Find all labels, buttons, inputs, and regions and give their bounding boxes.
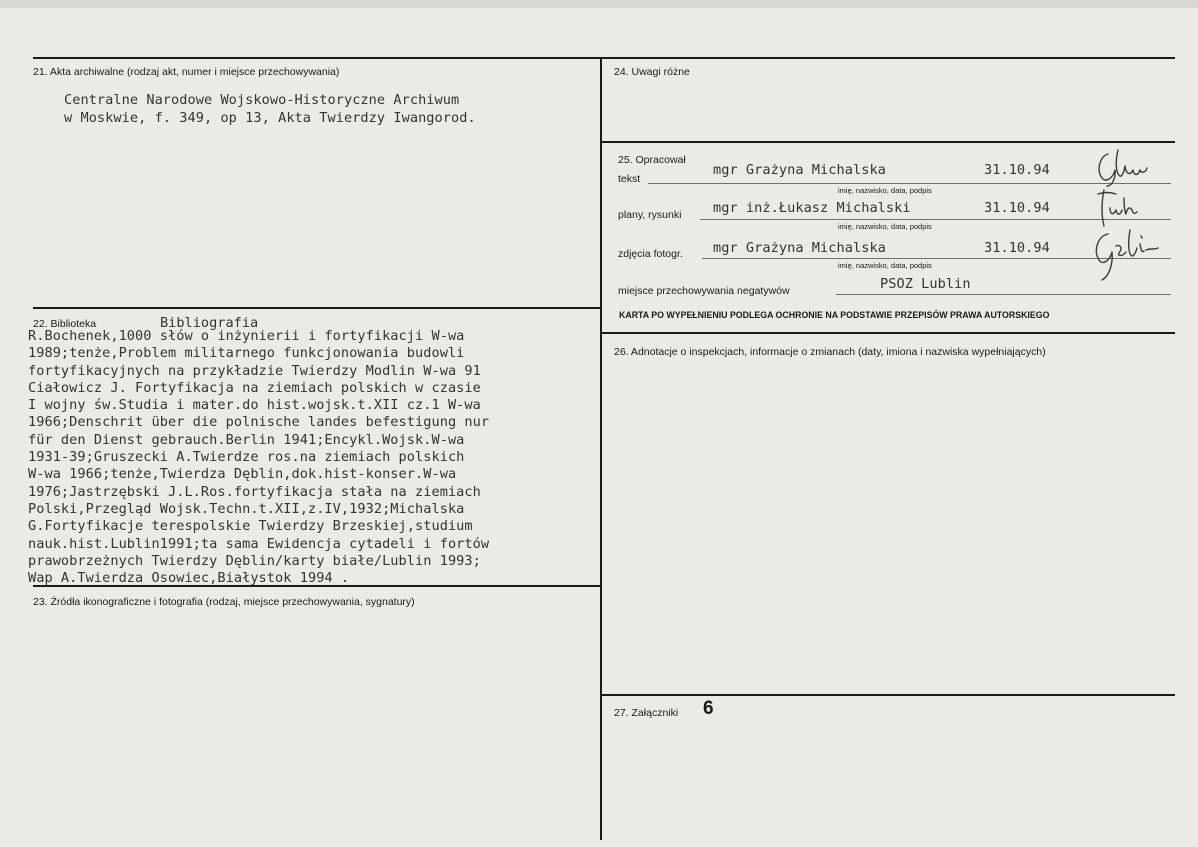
bibliography-line: G.Fortyfikacje terespolskie Twierdzy Brzeskiej,studium bbox=[28, 518, 473, 535]
field-27-label: 27. Załączniki bbox=[614, 707, 679, 719]
bibliography-line: 1931-39;Gruszecki A.Twierdze ros.na ziemiach polskich bbox=[28, 449, 465, 466]
bibliography-line: 1989;tenże,Problem militarnego funkcjonowania budowli bbox=[28, 345, 465, 362]
separator-26-27 bbox=[601, 694, 1175, 696]
bibliography-line: 1976;Jastrzębski J.L.Ros.fortyfikacja stała na ziemiach bbox=[28, 483, 481, 500]
top-band bbox=[0, 0, 1198, 8]
row-photos-name: mgr Grażyna Michalska bbox=[713, 240, 886, 256]
field-21-line-1: Centralne Narodowe Wojskowo-Historyczne Archiwum bbox=[64, 92, 460, 108]
row-plans-caption: imię, nazwisko, data, podpis bbox=[838, 222, 932, 231]
bibliography-line: nauk.hist.Lublin1991;ta sama Ewidencja cytadeli i fortów bbox=[28, 535, 490, 552]
signature-plans bbox=[1096, 188, 1138, 228]
row-photos-caption: imię, nazwisko, data, podpis bbox=[838, 261, 932, 270]
row-photos-date: 31.10.94 bbox=[984, 240, 1050, 256]
bibliography-line: W-wa 1966;tenże,Twierdza Dęblin,dok.hist-konser.W-wa bbox=[28, 466, 457, 483]
field-27-value: 6 bbox=[703, 698, 714, 719]
negatives-line bbox=[836, 294, 1171, 295]
signature-photos bbox=[1090, 226, 1160, 282]
field-25-label: 25. Opracował bbox=[618, 154, 686, 166]
bibliography-line: Ciałowicz J. Fortyfikacja na ziemiach polskich w czasie bbox=[28, 379, 481, 396]
row-tekst-date: 31.10.94 bbox=[984, 162, 1050, 178]
center-divider bbox=[600, 57, 602, 840]
bibliography-line: R.Bochenek,1000 słów o inżynierii i fortyfikacji W-wa bbox=[28, 328, 465, 344]
top-border-line bbox=[33, 57, 1175, 59]
bibliography-text bbox=[28, 328, 489, 587]
bibliography-line: Wap A.Twierdza Osowiec,Białystok 1994 . bbox=[28, 570, 350, 587]
row-plans-name: mgr inż.Łukasz Michalski bbox=[713, 200, 911, 216]
bibliography-line: I wojny św.Studia i mater.do hist.wojsk.t.XII cz.1 W-wa bbox=[28, 397, 481, 414]
separator-21-22 bbox=[33, 307, 601, 309]
bibliography-line: fortyfikacyjnych na przykładzie Twierdzy Modlin W-wa 91 bbox=[28, 362, 481, 379]
field-22-label: 22. Biblioteka bbox=[33, 318, 97, 330]
field-23-label: 23. Źródła ikonograficzne i fotografia (rodzaj, miejsce przechowywania, sygnatury) bbox=[33, 596, 415, 608]
row-plans-label: plany, rysunki bbox=[618, 209, 682, 221]
bibliography-title: Bibliografia bbox=[160, 315, 259, 331]
row-tekst-line bbox=[648, 183, 1171, 184]
signature-tekst bbox=[1094, 146, 1148, 188]
copyright-notice: KARTA PO WYPEŁNIENIU PODLEGA OCHRONIE NA PODSTAWIE PRZEPISÓW PRAWA AUTORSKIEGO bbox=[619, 310, 1050, 320]
bibliography-line: für den Dienst gebrauch.Berlin 1941;Encykl.Wojsk.W-wa bbox=[28, 431, 465, 448]
row-plans-date: 31.10.94 bbox=[984, 200, 1050, 216]
bibliography-line: 1966;Denschrit über die polnische landes befestigung nur bbox=[28, 414, 490, 431]
field-26-label: 26. Adnotacje o inspekcjach, informacje o zmianach (daty, imiona i nazwiska wypełniających) bbox=[614, 346, 1046, 358]
row-tekst-caption: imię, nazwisko, data, podpis bbox=[838, 186, 932, 195]
bibliography-line: prawobrzeżnych Twierdzy Dęblin/karty białe/Lublin 1993; bbox=[28, 552, 481, 569]
separator-25-26 bbox=[601, 332, 1175, 334]
bibliography-line: Polski,Przegląd Wojsk.Techn.t.XII,z.IV,1932;Michalska bbox=[28, 500, 465, 517]
row-photos-label: zdjęcia fotogr. bbox=[618, 248, 683, 260]
negatives-value: PSOZ Lublin bbox=[880, 276, 971, 292]
field-24-label: 24. Uwagi różne bbox=[614, 66, 690, 78]
field-21-line-2: w Moskwie, f. 349, op 13, Akta Twierdzy Iwangorod. bbox=[64, 110, 476, 126]
row-tekst-name: mgr Grażyna Michalska bbox=[713, 162, 886, 178]
separator-24-25 bbox=[601, 141, 1175, 143]
row-tekst-label: tekst bbox=[618, 173, 641, 185]
field-21-label: 21. Akta archiwalne (rodzaj akt, numer i miejsce przechowywania) bbox=[33, 66, 340, 78]
negatives-label: miejsce przechowywania negatywów bbox=[618, 285, 790, 297]
